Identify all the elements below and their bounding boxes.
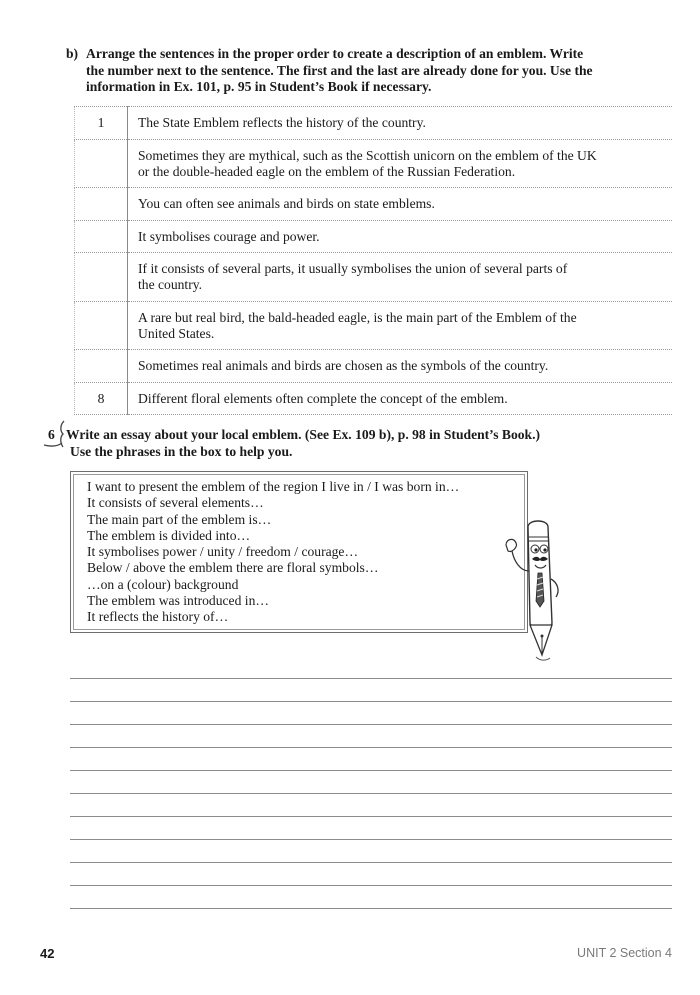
sentence-cell: Sometimes real animals and birds are chosen as the symbols of the country. [128, 350, 673, 383]
order-number-cell[interactable] [75, 350, 128, 383]
writing-line[interactable] [70, 816, 672, 817]
order-number-cell[interactable]: 8 [75, 383, 128, 415]
order-number-cell[interactable] [75, 188, 128, 221]
phrase-item: The main part of the emblem is… [87, 511, 272, 527]
sentence-cell: It symbolises courage and power. [128, 221, 673, 253]
sentence-cell: Sometimes they are mythical, such as the Scottish unicorn on the emblem of the UK or the double-headed eagle on the emblem of the Russian Federation. [128, 140, 673, 188]
phrase-item: Below / above the emblem there are floral symbols… [87, 560, 379, 576]
phrase-item: …on a (colour) background [87, 576, 239, 592]
phrase-item: The emblem was introduced in… [87, 593, 269, 609]
sentence-cell: Different floral elements often complete the concept of the emblem. [128, 383, 673, 415]
writing-line[interactable] [70, 793, 672, 794]
order-number-cell[interactable] [75, 221, 128, 253]
table-row [75, 350, 673, 383]
sentence-cell: A rare but real bird, the bald-headed eagle, is the main part of the Emblem of the United States. [128, 302, 673, 350]
writing-line[interactable] [70, 724, 672, 725]
sentence-cell: You can often see animals and birds on state emblems. [128, 188, 673, 221]
table-row [75, 140, 673, 188]
phrase-list [87, 479, 459, 626]
writing-line[interactable] [70, 839, 672, 840]
exercise-6-line1: Write an essay about your local emblem. (See Ex. 109 b), p. 98 in Student’s Book.) [66, 427, 541, 442]
phrase-box [70, 471, 528, 633]
page-number: 42 [40, 946, 55, 961]
phrase-item: It symbolises power / unity / freedom / courage… [87, 544, 359, 560]
writing-line[interactable] [70, 770, 672, 771]
writing-line[interactable] [70, 747, 672, 748]
order-number-cell[interactable]: 1 [75, 107, 128, 140]
writing-line[interactable] [70, 862, 672, 863]
unit-section-label: UNIT 2 Section 4 [577, 946, 672, 960]
writing-line[interactable] [70, 701, 672, 702]
exercise-b-instructions [66, 46, 656, 96]
phrase-item: The emblem is divided into… [87, 527, 251, 543]
table-row [75, 188, 673, 221]
order-number-cell[interactable] [75, 140, 128, 188]
sentence-cell: The State Emblem reflects the history of the country. [128, 107, 673, 140]
exercise-6-instructions [48, 427, 648, 460]
phrase-item: It consists of several elements… [87, 495, 264, 511]
writing-line[interactable] [70, 678, 672, 679]
writing-line[interactable] [70, 908, 672, 909]
table-row [75, 221, 673, 253]
phrase-item: It reflects the history of… [87, 609, 229, 625]
instruction-line: information in Ex. 101, p. 95 in Student’s Book if necessary. [86, 79, 432, 94]
instruction-line: the number next to the sentence. The first and the last are already done for you. Use the [86, 62, 593, 78]
table-row [75, 107, 673, 140]
essay-writing-area[interactable] [70, 678, 672, 931]
instruction-line: b) Arrange the sentences in the proper order to create a description of an emblem. Write [66, 46, 584, 61]
sentence-order-table [74, 106, 672, 415]
table-row [75, 253, 673, 302]
number-bracket-icon [42, 419, 72, 449]
phrase-item: I want to present the emblem of the region I live in / I was born in… [87, 479, 460, 494]
exercise-label: b) [66, 46, 79, 61]
order-number-cell[interactable] [75, 253, 128, 302]
table-row [75, 383, 673, 415]
exercise-number: 6 [48, 427, 66, 444]
table-row [75, 302, 673, 350]
exercise-6-line2: Use the phrases in the box to help you. [70, 443, 293, 459]
sentence-cell: If it consists of several parts, it usually symbolises the union of several parts of the country. [128, 253, 673, 302]
order-number-cell[interactable] [75, 302, 128, 350]
writing-line[interactable] [70, 885, 672, 886]
pen-mascot-icon [500, 515, 570, 665]
